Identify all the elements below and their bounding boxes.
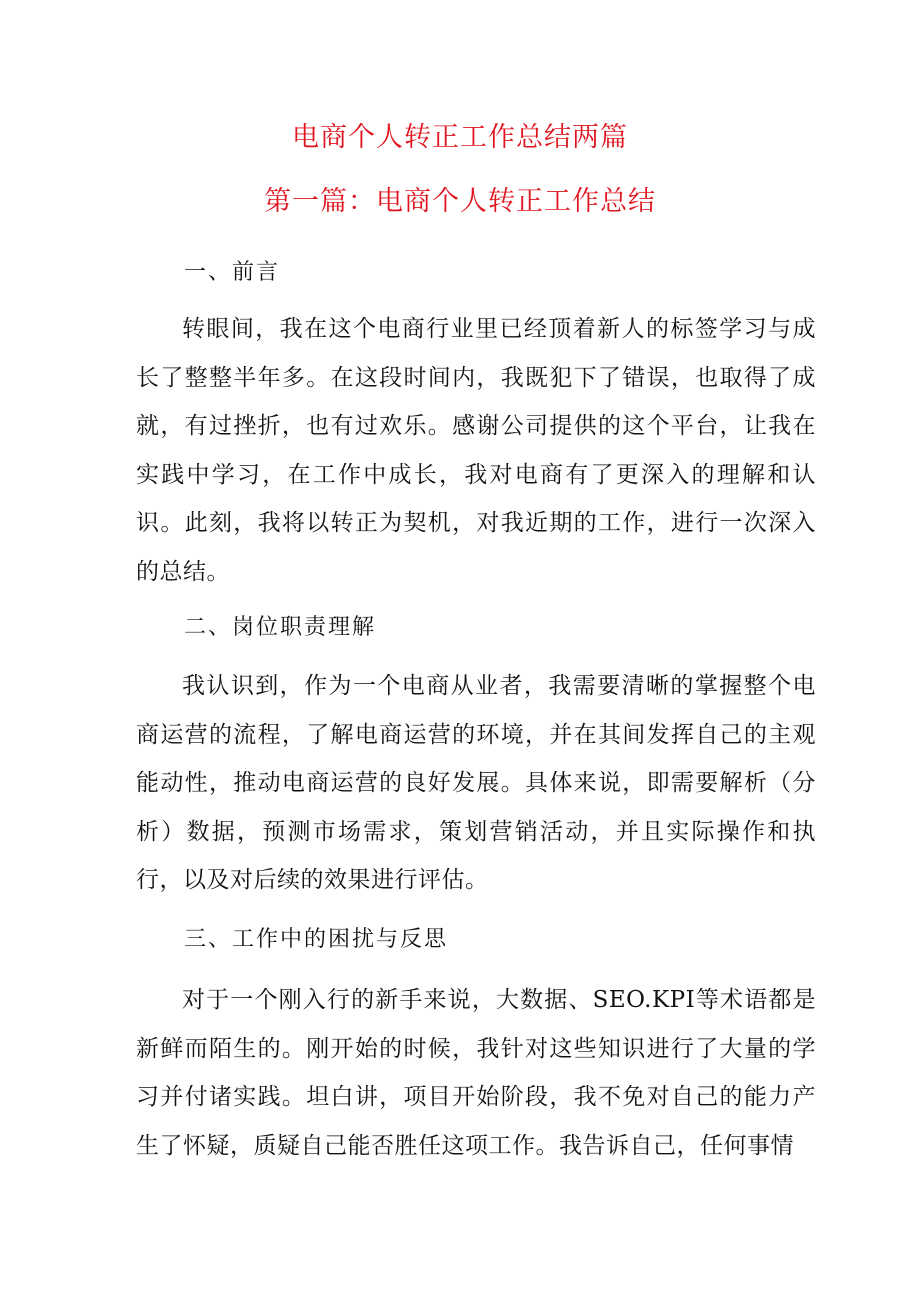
section-body-reflection: 对于一个刚入行的新手来说，大数据、SEO.KPI等术语都是新鲜而陌生的。刚开始的时候，我针对这些知识进行了大量的学习并付诸实践。坦白讲，项目开始阶段，我不免对自己的能力产生了怀疑，质疑自己能否胜任这项工作。我告诉自己，任何事情	[136, 987, 816, 1159]
section-heading-preface: 一、前言	[184, 260, 281, 285]
section-heading-reflection: 三、工作中的困扰与反思	[184, 927, 449, 952]
section-body-responsibilities: 我认识到，作为一个电商从业者，我需要清晰的掌握整个电商运营的流程，了解电商运营的环境，并在其间发挥自己的主观能动性，推动电商运营的良好发展。具体来说，即需要解析（分析）数据，预测市场需求，策划营销活动，并且实际操作和执行，以及对后续的效果进行评估。	[136, 673, 816, 893]
section-body-preface: 转眼间，我在这个电商行业里已经顶着新人的标签学习与成长了整整半年多。在这段时间内，我既犯下了错误，也取得了成就，有过挫折，也有过欢乐。感谢公司提供的这个平台，让我在实践中学习，在工作中成长，我对电商有了更深入的理解和认识。此刻，我将以转正为契机，对我近期的工作，进行一次深入的总结。	[136, 316, 816, 585]
section-heading-responsibilities: 二、岗位职责理解	[184, 615, 377, 640]
document-subtitle: 第一篇：电商个人转正工作总结	[264, 186, 656, 217]
document-title: 电商个人转正工作总结两篇	[292, 122, 628, 153]
